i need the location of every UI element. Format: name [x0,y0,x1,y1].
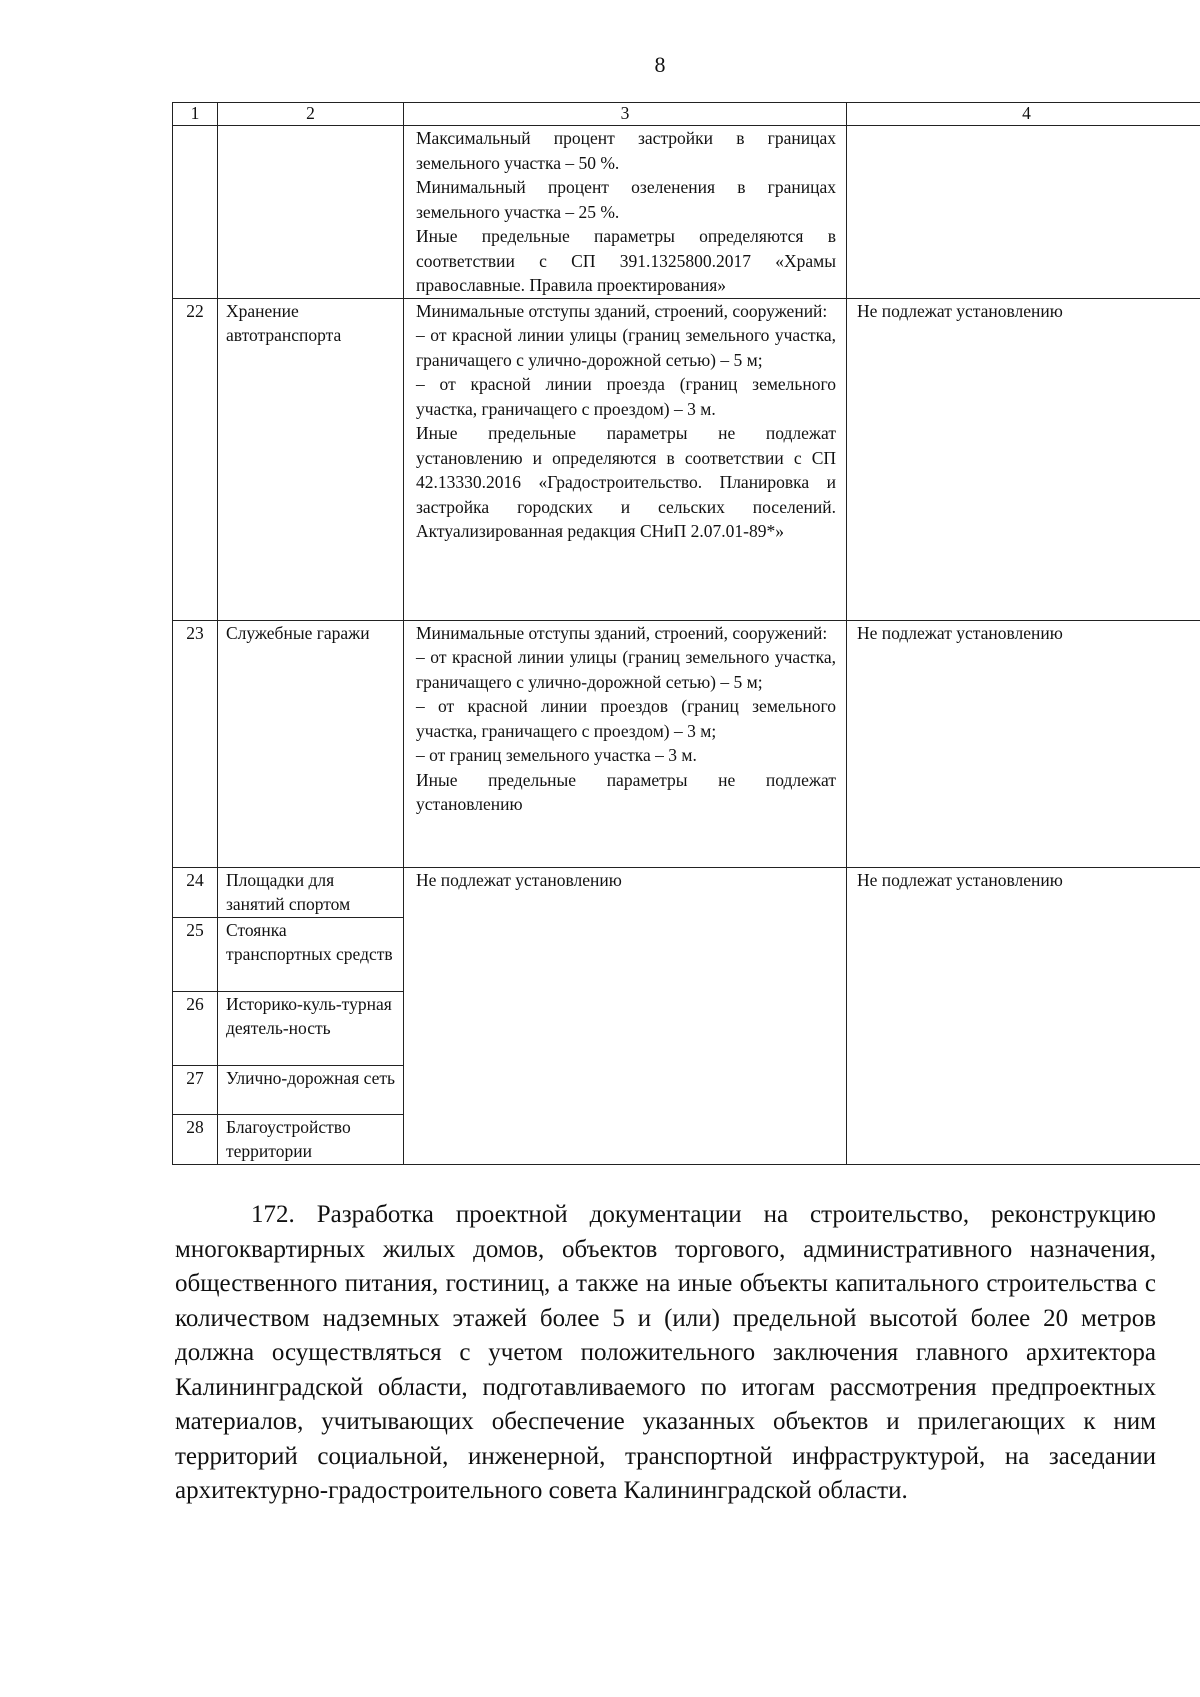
table-header-row [173,103,1200,126]
header-col-2: 2 [218,103,404,126]
cell-name-empty [218,126,404,299]
row-number: 28 [173,1114,218,1164]
row-number: 27 [173,1065,218,1114]
header-col-4: 4 [847,103,1200,126]
parameter-line: Иные предельные параметры не подлежат установлению и определяются в соответствии с СП 42.13330.2016 «Градостроительство. Планировка и застройка городских и сельских поселений. Актуализированная редакция СНиП 2.07.01-89*» [416,423,836,541]
cell-col4: Не подлежат установлению [847,298,1200,620]
parameter-line: Минимальный процент озеленения в границах земельного участка – 25 %. [416,177,836,222]
use-name: Благоустройство территории [218,1114,404,1164]
use-name: Стоянка транспортных средств [218,917,404,991]
header-col-3: 3 [404,103,847,126]
use-name: Историко-куль-турная деятель-ность [218,991,404,1065]
parameter-line: Максимальный процент застройки в границах земельного участка – 50 %. [416,128,836,173]
parameter-line: Иные предельные параметры не подлежат установлению [416,769,836,814]
cell-parameters-merged: Не подлежат установлению [404,867,847,1164]
cell-col4-empty [847,126,1200,299]
row-number: 22 [173,298,218,620]
use-name: Служебные гаражи [218,620,404,867]
parameter-line: – от красной линии проезда (границ земельного участка, граничащего с проездом) – 3 м. [416,374,836,419]
table-row-24 [173,867,1200,917]
row-number: 24 [173,867,218,917]
table-row-continuation [173,126,1200,299]
row-number: 25 [173,917,218,991]
cell-col4-merged: Не подлежат установлению [847,867,1200,1164]
table-row-22 [173,298,1200,620]
parameter-line: – от красной линии улицы (границ земельного участка, граничащего с улично-дорожной сетью) – 5 м; [416,647,836,692]
cell-col4: Не подлежат установлению [847,620,1200,867]
cell-parameters [404,620,847,867]
parameter-line: – от красной линии улицы (границ земельного участка, граничащего с улично-дорожной сетью) – 5 м; [416,325,836,370]
use-name: Площадки для занятий спортом [218,867,404,917]
parameter-line: Иные предельные параметры определяются в соответствии с СП 391.1325800.2017 «Храмы православные. Правила проектирования» [416,226,836,295]
cell-parameters [404,126,847,299]
zoning-parameters-table [172,102,1200,1165]
cell-parameters [404,298,847,620]
parameter-line: – от красной линии проездов (границ земельного участка, граничащего с проездом) – 3 м; [416,696,836,741]
row-number: 23 [173,620,218,867]
parameter-line: Минимальные отступы зданий, строений, сооружений: [416,622,828,643]
parameter-line: – от границ земельного участка – 3 м. [416,745,697,765]
table-row-23 [173,620,1200,867]
parameter-line: Минимальные отступы зданий, строений, сооружений: [416,300,828,321]
cell-num-empty [173,126,218,299]
row-number: 26 [173,991,218,1065]
header-col-1: 1 [173,103,218,126]
use-name: Хранение автотранспорта [218,298,404,620]
page-number: 8 [654,52,666,77]
clause-172-paragraph: 172. Разработка проектной документации на строительство, реконструкцию многоквартирных жилых домов, объектов торгового, административного назначения, общественного питания, гостиниц, а также на иные объекты капитального строительства с количеством надземных этажей более 5 и (или) предельной высотой более 20 метров должна осуществляться с учетом положительного заключения главного архитектора Калининградской области, подготавливаемого по итогам рассмотрения предпроектных материалов, учитывающих обеспечение указанных объектов и прилегающих к ним территорий социальной, инженерной, транспортной инфраструктурой, на заседании архитектурно-градостроительного совета Калининградской области. [175,1201,1156,1504]
use-name: Улично-дорожная сеть [218,1065,404,1114]
